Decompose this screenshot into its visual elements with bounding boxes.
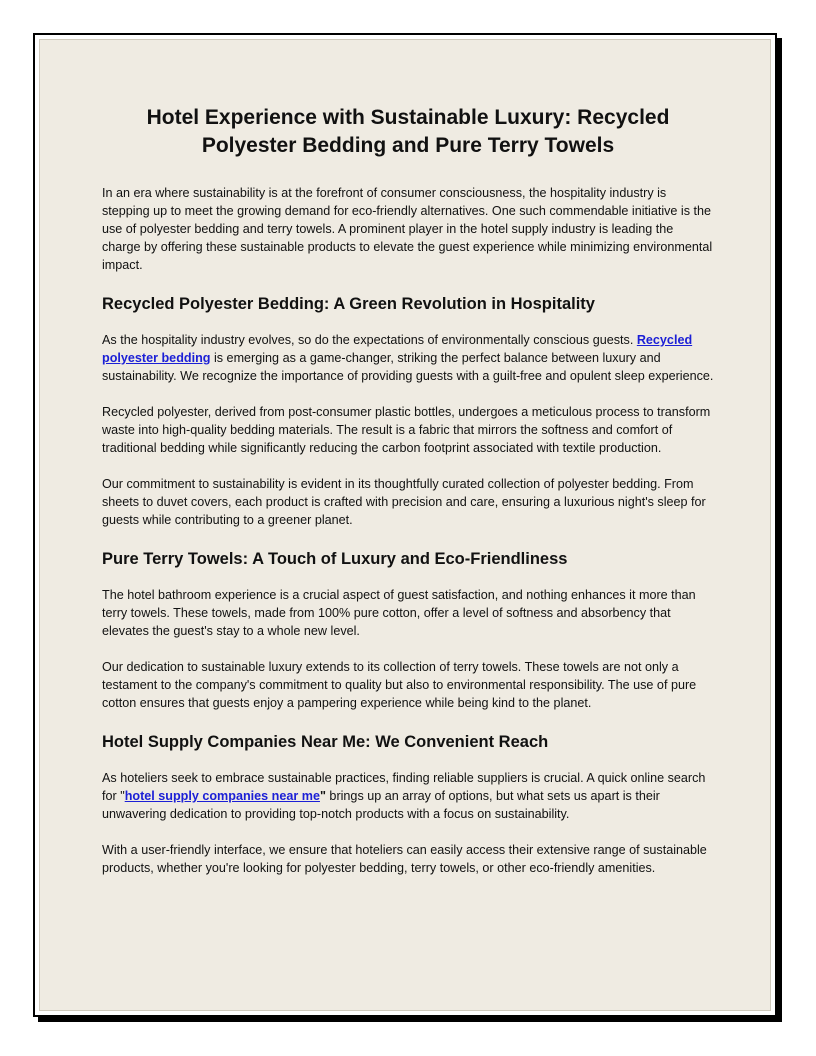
section-heading-recycled-polyester: Recycled Polyester Bedding: A Green Revolution in Hospitality: [102, 295, 595, 313]
quote-open: ": [120, 789, 125, 803]
section3-paragraph-1: [102, 769, 714, 823]
section1-paragraph-3: Our commitment to sustainability is evident in its thoughtfully curated collection of polyester bedding. From sheets to duvet covers, each product is crafted with precision and care, ensuring a luxurious night's sleep for guests while contributing to a greener planet.: [102, 477, 706, 527]
section3-p1-text-after: brings up an array of options, but what sets us apart is their unwavering dedication to providing top-notch products with a focus on sustainability.: [102, 789, 660, 821]
document-content: [102, 104, 714, 895]
document-title: Hotel Experience with Sustainable Luxury: Recycled Polyester Bedding and Pure Terry Towels: [146, 106, 670, 157]
section-heading-terry-towels: Pure Terry Towels: A Touch of Luxury and Eco-Friendliness: [102, 550, 568, 568]
section-heading-hotel-supply: Hotel Supply Companies Near Me: We Convenient Reach: [102, 733, 549, 751]
page-background: [39, 39, 771, 1011]
section2-paragraph-1: The hotel bathroom experience is a crucial aspect of guest satisfaction, and nothing enhances it more than terry towels. These towels, made from 100% pure cotton, offer a level of softness and absorbency that elevates the guest's stay to a whole new level.: [102, 588, 696, 638]
section1-paragraph-1: [102, 331, 714, 385]
recycled-polyester-bedding-link[interactable]: Recycled polyester bedding: [102, 333, 693, 365]
section1-paragraph-2: Recycled polyester, derived from post-consumer plastic bottles, undergoes a meticulous process to transform waste into high-quality bedding materials. The result is a fabric that mirrors the softness and comfort of traditional bedding while significantly reducing the carbon footprint associated with textile production.: [102, 405, 711, 455]
section3-p1-text-before: As hoteliers seek to embrace sustainable practices, finding reliable suppliers is crucial. A quick online search for: [102, 771, 706, 803]
section2-paragraph-2: Our dedication to sustainable luxury extends to its collection of terry towels. These towels are not only a testament to the company's commitment to quality but also to environmental responsibility. The use of pure cotton ensures that guests enjoy a pampering experience while being kind to the planet.: [102, 660, 697, 710]
section1-p1-text-before: As the hospitality industry evolves, so do the expectations of environmentally conscious guests.: [102, 333, 637, 347]
intro-paragraph: In an era where sustainability is at the forefront of consumer consciousness, the hospitality industry is stepping up to meet the growing demand for eco-friendly alternatives. One such commendable initiative is the use of polyester bedding and terry towels. A prominent player in the hotel supply industry is leading the charge by offering these sustainable products to elevate the guest experience while minimizing environmental impact.: [102, 186, 713, 272]
section1-p1-text-after: is emerging as a game-changer, striking the perfect balance between luxury and sustainability. We recognize the importance of providing guests with a guilt-free and opulent sleep experience.: [102, 351, 714, 383]
page-frame: [33, 33, 777, 1017]
quote-close: ": [319, 789, 326, 803]
section3-paragraph-2: With a user-friendly interface, we ensure that hoteliers can easily access their extensive range of sustainable products, whether you're looking for polyester bedding, terry towels, or other eco-friendly amenities.: [102, 843, 707, 875]
hotel-supply-companies-link[interactable]: hotel supply companies near me: [124, 789, 320, 803]
